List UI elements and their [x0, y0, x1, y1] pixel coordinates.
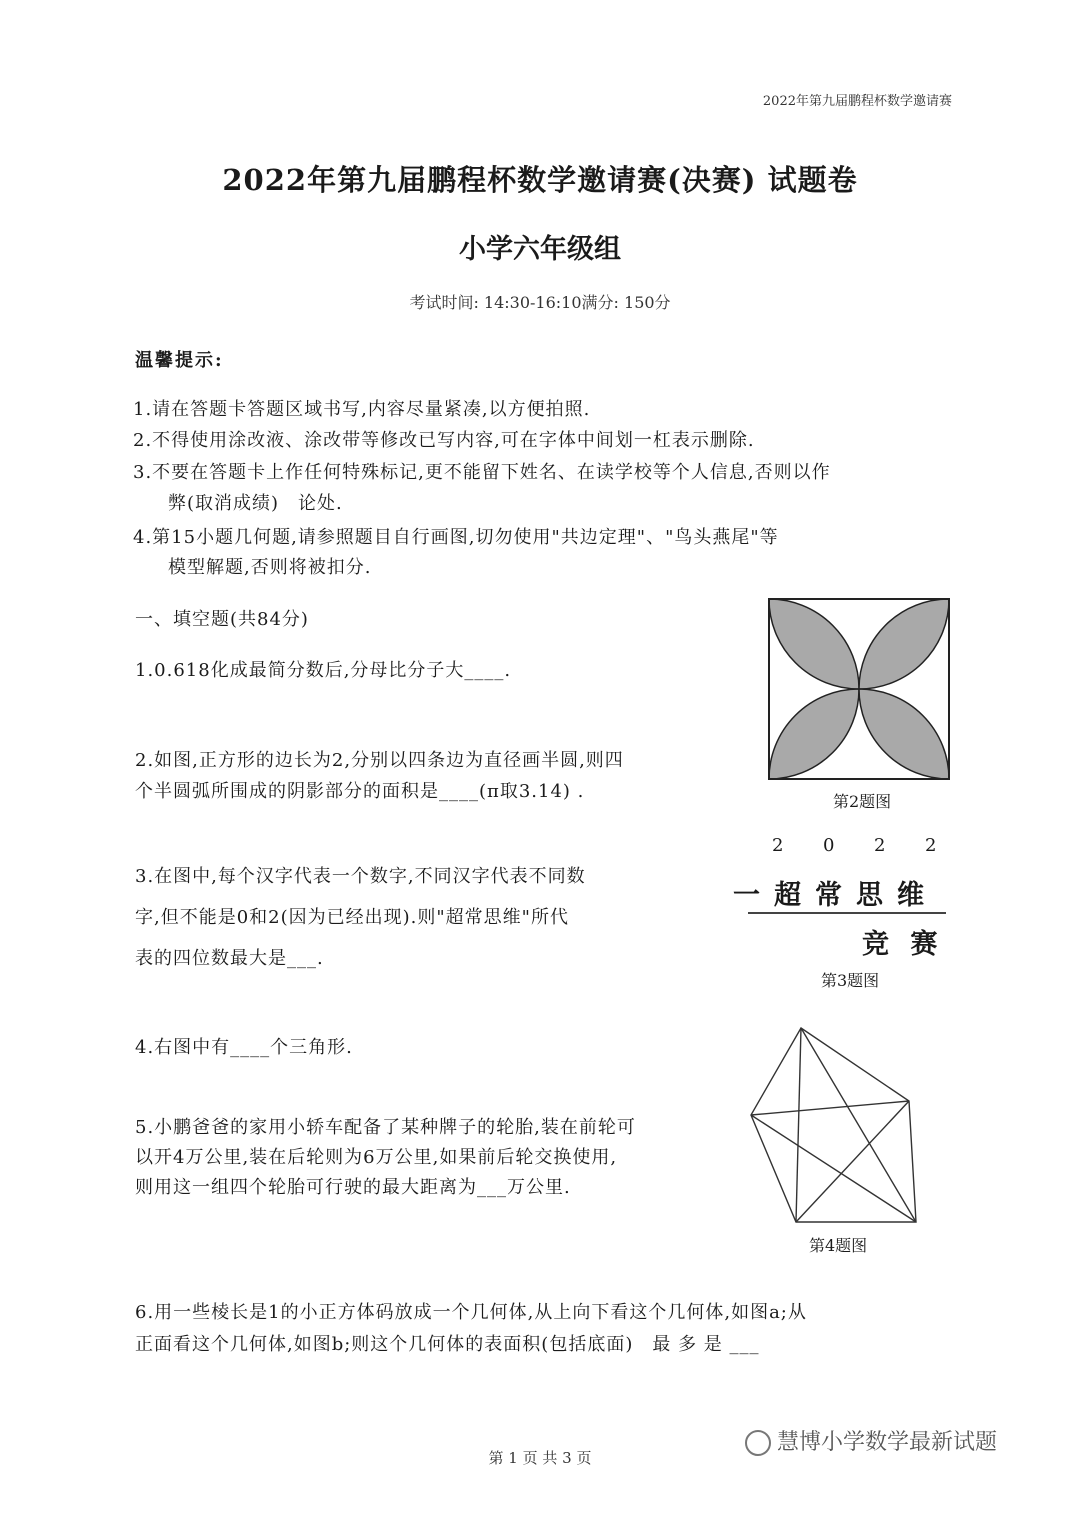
- question-1: 1.0.618化成最简分数后,分母比分子大____.: [135, 660, 512, 681]
- question-4: 4.右图中有____个三角形.: [135, 1037, 353, 1058]
- question-6-line: 6.用一些棱长是1的小正方体码放成一个几何体,从上向下看这个几何体,如图a;从: [135, 1302, 807, 1323]
- question-5-line: 以开4万公里,装在后轮则为6万公里,如果前后轮交换使用,: [135, 1147, 618, 1168]
- figure-2-petals: [768, 598, 950, 780]
- page-footer: 第 1 页 共 3 页: [488, 1449, 592, 1467]
- question-5-line: 则用这一组四个轮胎可行驶的最大距离为___万公里.: [135, 1177, 571, 1198]
- puzzle-digit: 2: [874, 835, 886, 856]
- tip-item: 3.不要在答题卡上作任何特殊标记,更不能留下姓名、在读学校等个人信息,否则以作: [133, 462, 831, 483]
- question-3-line: 字,但不能是0和2(因为已经出现).则"超常思维"所代: [135, 907, 569, 928]
- figure-3-caption: 第3题图: [821, 971, 880, 990]
- tips-heading: 温馨提示:: [135, 350, 224, 371]
- question-2-line: 2.如图,正方形的边长为2,分别以四条边为直径画半圆,则四: [135, 750, 624, 771]
- puzzle-divider: [748, 912, 946, 914]
- figure-4-caption: 第4题图: [809, 1236, 868, 1255]
- tip-item-continued: 弊(取消成绩) 论处.: [168, 493, 343, 514]
- question-5-line: 5.小鹏爸爸的家用小轿车配备了某种牌子的轮胎,装在前轮可: [135, 1117, 636, 1138]
- question-3-line: 3.在图中,每个汉字代表一个数字,不同汉字代表不同数: [135, 866, 586, 887]
- watermark-text: 慧博小学数学最新试题: [777, 1430, 998, 1455]
- figure-4-triangles: [745, 1020, 925, 1228]
- exam-info: 考试时间: 14:30-16:10满分: 150分: [409, 293, 671, 312]
- question-2-line: 个半圆弧所围成的阴影部分的面积是____(π取3.14) .: [135, 781, 585, 802]
- puzzle-digit: 0: [823, 835, 835, 856]
- puzzle-row-2: 竞 赛: [862, 929, 944, 960]
- tip-item: 2.不得使用涂改液、涂改带等修改已写内容,可在字体中间划一杠表示删除.: [133, 430, 755, 451]
- question-6-line: 正面看这个几何体,如图b;则这个几何体的表面积(包括底面) 最 多 是 ___: [135, 1334, 760, 1355]
- page-subtitle: 小学六年级组: [459, 234, 621, 265]
- puzzle-digit: 2: [925, 835, 937, 856]
- puzzle-row-1: 一超常思维: [733, 880, 938, 911]
- figure-2-caption: 第2题图: [833, 792, 892, 811]
- puzzle-digit: 2: [772, 835, 784, 856]
- running-header: 2022年第九届鹏程杯数学邀请赛: [762, 94, 952, 109]
- watermark: [745, 1425, 997, 1456]
- page-title: 2022年第九届鹏程杯数学邀请赛(决赛) 试题卷: [222, 163, 858, 197]
- wechat-icon: [745, 1430, 771, 1456]
- tip-item: 4.第15小题几何题,请参照题目自行画图,切勿使用"共边定理"、"鸟头燕尾"等: [133, 527, 779, 548]
- tip-item: 1.请在答题卡答题区域书写,内容尽量紧凑,以方便拍照.: [133, 399, 591, 420]
- tip-item-continued: 模型解题,否则将被扣分.: [168, 557, 372, 578]
- question-3-line: 表的四位数最大是___.: [135, 948, 324, 969]
- section-heading: 一、填空题(共84分): [135, 609, 309, 630]
